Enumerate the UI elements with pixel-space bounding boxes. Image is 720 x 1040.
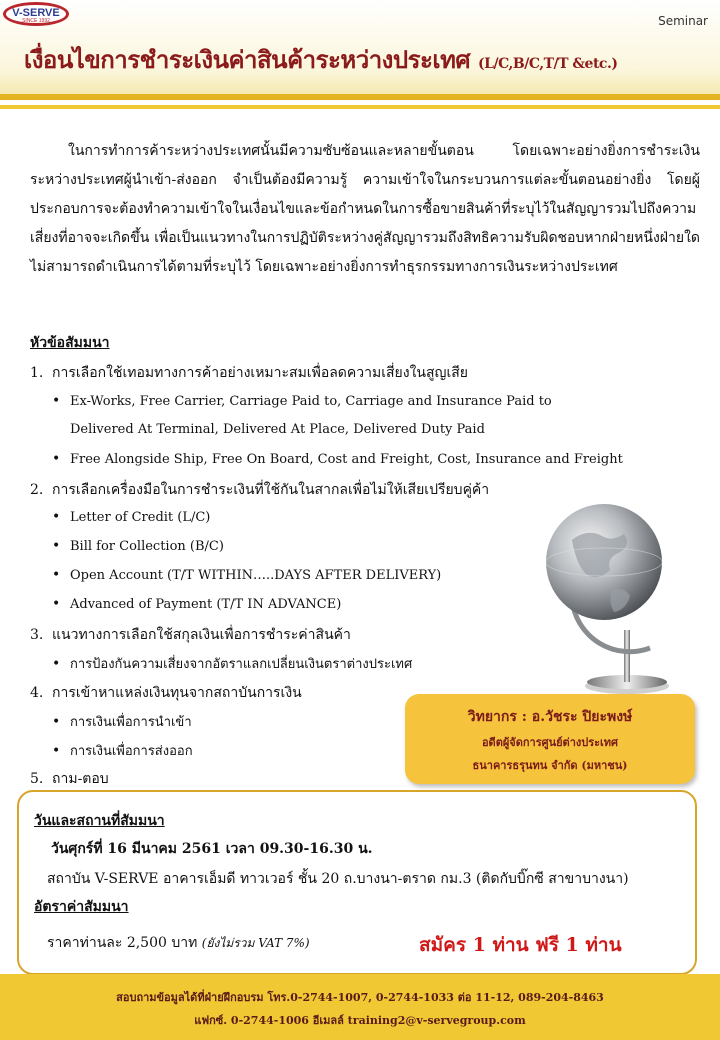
category-label: Seminar xyxy=(658,14,708,28)
list-item xyxy=(52,653,412,674)
page-title xyxy=(24,40,617,79)
bullet-text: Bill for Collection (B/C) xyxy=(70,539,224,554)
speaker-organization: ธนาคารธรุนทน จำกัด (มหาชน) xyxy=(472,759,628,772)
bullet: • xyxy=(52,451,61,467)
contact-phone: สอบถามข้อมูลได้ที่ฝ่ายฝึกอบรม โทร.0-2744-1007, 0-2744-1033 ต่อ 11-12, 089-204-8463 xyxy=(116,991,604,1004)
header-divider xyxy=(0,94,720,100)
promo-text: สมัคร 1 ท่าน ฟรี 1 ท่าน xyxy=(419,934,622,956)
date-heading: วันและสถานที่สัมมนา xyxy=(34,813,165,829)
list-item xyxy=(52,393,552,409)
outline-heading: หัวข้อสัมมนา xyxy=(30,335,110,351)
fee-price: ราคาท่านละ 2,500 บาท xyxy=(47,935,198,951)
topic-number: 5. xyxy=(30,771,44,787)
logo-text: V-SERVE xyxy=(12,7,60,19)
bullet-text: การเงินเพื่อการนำเข้า xyxy=(70,715,192,730)
bullet-text: Letter of Credit (L/C) xyxy=(70,510,211,525)
bullet: • xyxy=(52,596,61,612)
topic-number: 2. xyxy=(30,482,44,498)
speaker-role: อดีตผู้จัดการศูนย์ต่างประเทศ xyxy=(481,736,619,749)
vserve-logo xyxy=(3,2,69,26)
list-item xyxy=(52,538,224,554)
topic-number: 3. xyxy=(30,627,44,643)
topic-text: การเลือกใช้เทอมทางการค้าอย่างเหมาะสมเพื่อลดความเสี่ยงในสูญเสีย xyxy=(52,365,469,381)
topic-3 xyxy=(30,624,351,646)
speaker-name: วิทยากร : อ.วัชระ ปิยะพงษ์ xyxy=(467,709,633,725)
logo-sub: SINCE 1992 xyxy=(22,18,50,24)
globe-icon xyxy=(532,480,682,695)
title-english: (L/C,B/C,T/T &etc.) xyxy=(478,56,618,72)
topic-5 xyxy=(30,768,109,790)
bullet: • xyxy=(52,714,61,730)
venue-box xyxy=(17,790,697,975)
topic-text: ถาม-ตอบ xyxy=(52,771,109,787)
list-item xyxy=(52,711,192,732)
bullet-text: Ex-Works, Free Carrier, Carriage Paid to, Carriage and Insurance Paid to xyxy=(70,394,552,409)
topic-text: การเข้าหาแหล่งเงินทุนจากสถาบันการเงิน xyxy=(52,685,302,701)
topic-1 xyxy=(30,362,468,384)
globe-image xyxy=(532,480,682,695)
bullet: • xyxy=(52,567,61,583)
bullet: • xyxy=(52,509,61,525)
bullet: • xyxy=(52,393,61,409)
bullet-text: Free Alongside Ship, Free On Board, Cost and Freight, Cost, Insurance and Freight xyxy=(70,452,623,467)
topic-4 xyxy=(30,682,302,704)
bullet-text: Advanced of Payment (T/T IN ADVANCE) xyxy=(70,597,342,612)
list-item xyxy=(52,509,210,525)
bullet-text: Open Account (T/T WITHIN…..DAYS AFTER DELIVERY) xyxy=(70,568,442,583)
bullet-text: การเงินเพื่อการส่งออก xyxy=(70,744,193,759)
bullet: • xyxy=(52,538,61,554)
list-item xyxy=(52,567,441,583)
bullet: • xyxy=(52,656,61,672)
topic-number: 4. xyxy=(30,685,44,701)
topic-2 xyxy=(30,479,489,501)
bullet: • xyxy=(52,743,61,759)
place-line: สถาบัน V-SERVE อาคารเอ็มดี ทาวเวอร์ ชั้น 20 ถ.บางนา-ตราด กม.3 (ติดกับบิ๊กซี สาขาบางนา) xyxy=(47,871,629,887)
title-thai: เงื่อนไขการชำระเงินค่าสินค้าระหว่างประเทศ xyxy=(24,45,471,74)
header xyxy=(0,0,720,100)
list-item xyxy=(52,740,193,761)
topic-number: 1. xyxy=(30,365,44,381)
fee-note: (ยังไม่รวม VAT 7%) xyxy=(201,936,310,950)
list-item xyxy=(52,451,623,467)
speaker-box xyxy=(405,694,695,784)
fee-heading: อัตราค่าสัมมนา xyxy=(34,899,129,915)
intro-paragraph: ในการทำการค้าระหว่างประเทศนั้นมีความซับซ้อนและหลายขั้นตอน โดยเฉพาะอย่างยิ่งการชำระเงินระหว่างประเทศผู้นำเข้า-ส่งออก จำเป็นต้องมีความรู้ ความเข้าใจในกระบวนการแต่ละขั้นตอนอย่างยิ่ง โดยผู้ประกอบการจะต้องทำความเข้าใจในเงื่อนไขและข้อกำหนดในการซื้อขายสินค้าที่ระบุไว้ในสัญญารวมไปถึงความเสี่ยงที่อาจจะเกิดขึ้น เพื่อเป็นแนวทางในการปฏิบัติระหว่างคู่สัญญารวมถึงสิทธิความรับผิดชอบหากฝ่ายหนึ่งฝ่ายใดไม่สามารถดำเนินการได้ตามที่ระบุไว้ โดยเฉพาะอย่างยิ่งการทำธุรกรรมทางการเงินระหว่างประเทศ xyxy=(30,143,700,275)
topic-text: แนวทางการเลือกใช้สกุลเงินเพื่อการชำระค่าสินค้า xyxy=(52,627,351,643)
header-divider-thin xyxy=(0,105,720,109)
bullet-text: การป้องกันความเสี่ยงจากอัตราแลกเปลี่ยนเงินตราต่างประเทศ xyxy=(70,657,413,672)
contact-fax-email: แฟกซ์. 0-2744-1006 อีเมลล์ training2@v-servegroup.com xyxy=(194,1014,526,1027)
list-item xyxy=(52,596,341,612)
date-line: วันศุกร์ที่ 16 มีนาคม 2561 เวลา 09.30-16.30 น. xyxy=(51,841,373,857)
list-item-continued: Delivered At Terminal, Delivered At Place, Delivered Duty Paid xyxy=(70,422,485,437)
footer xyxy=(0,974,720,1040)
fee-line xyxy=(47,932,310,954)
topic-text: การเลือกเครื่องมือในการชำระเงินที่ใช้กันในสากลเพื่อไม่ให้เสียเปรียบคู่ค้า xyxy=(52,482,490,498)
